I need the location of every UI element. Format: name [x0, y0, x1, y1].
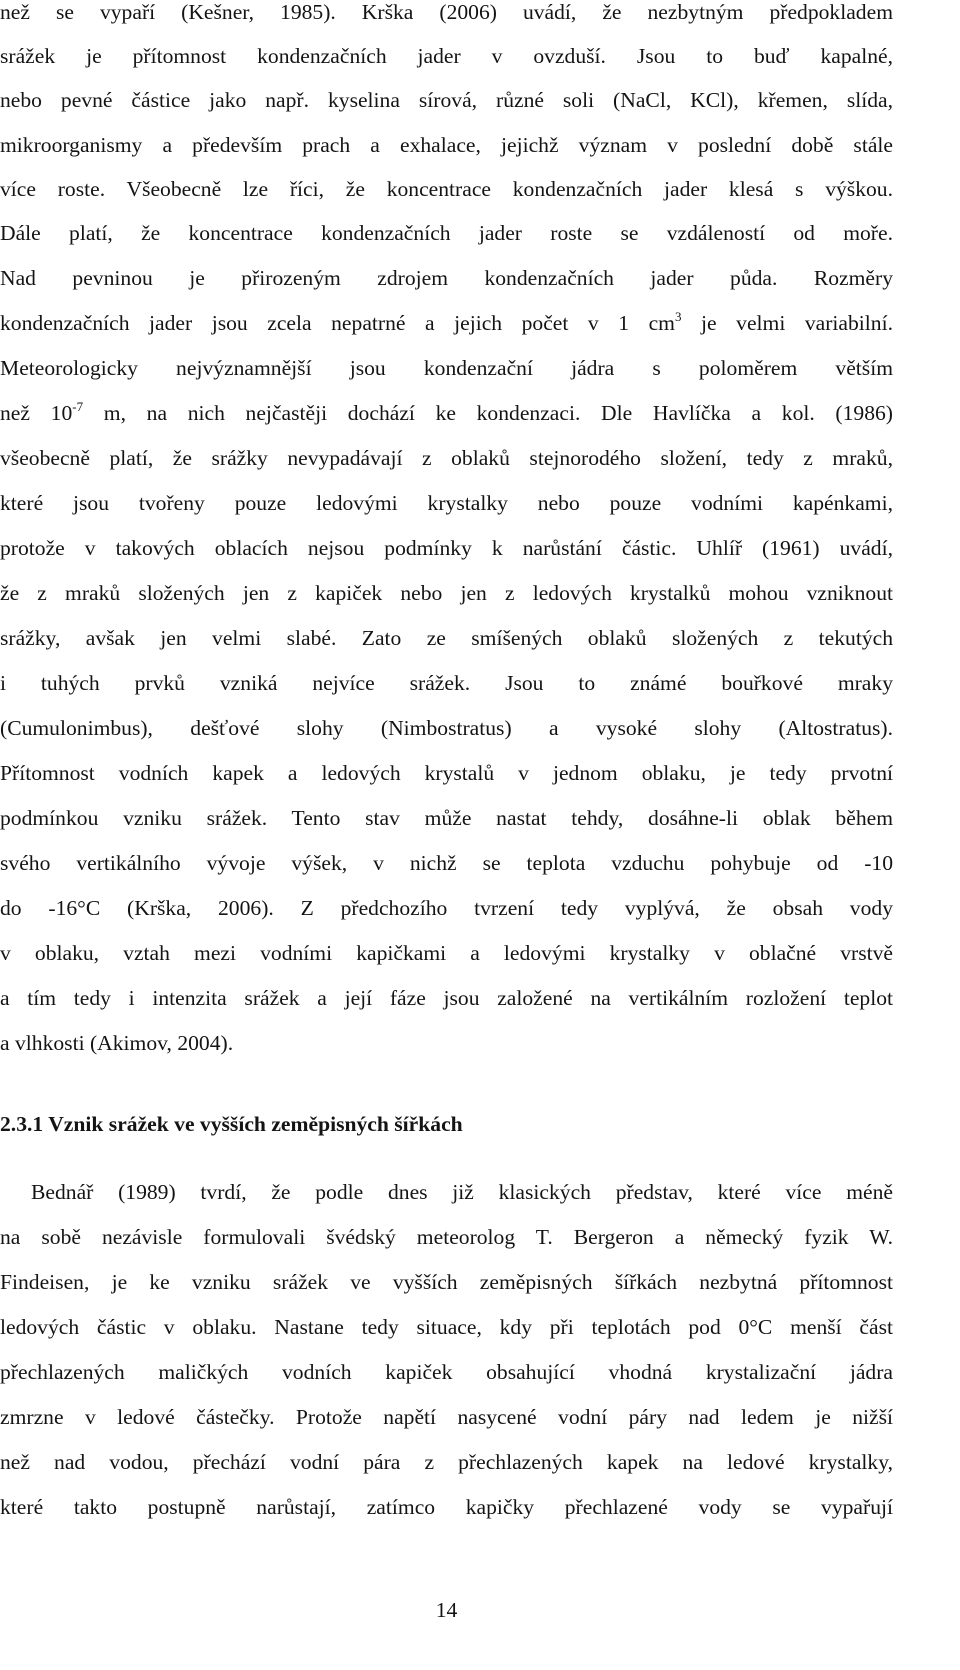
paragraph-1-line-14: že z mraků složených jen z kapiček nebo jen z ledových krystalků mohou vzniknout: [0, 581, 893, 605]
paragraph-1-line-18: Přítomnost vodních kapek a ledových krystalů v jednom oblaku, je tedy prvotní: [0, 761, 893, 785]
paragraph-1-line-21: do -16°C (Krška, 2006). Z předchozího tvrzení tedy vyplývá, že obsah vody: [0, 896, 893, 920]
paragraph-1-line-17: (Cumulonimbus), dešťové slohy (Nimbostratus) a vysoké slohy (Altostratus).: [0, 716, 893, 740]
line-8-text-a: kondenzačních jader jsou zcela nepatrné a jejich počet v 1 cm: [0, 311, 675, 335]
line-8-text-b: je velmi variabilní.: [681, 311, 894, 335]
paragraph-1-line-7: Nad pevninou je přirozeným zdrojem kondenzačních jader půda. Rozměry: [0, 266, 893, 290]
paragraph-1-line-10: [0, 399, 893, 427]
paragraph-1-line-6: Dále platí, že koncentrace kondenzačních jader roste se vzdáleností od moře.: [0, 221, 893, 245]
superscript-exponent: -7: [72, 399, 84, 414]
paragraph-1-line-5: více roste. Všeobecně lze říci, že koncentrace kondenzačních jader klesá s výškou.: [0, 177, 893, 201]
paragraph-1-line-1: než se vypaří (Kešner, 1985). Krška (2006) uvádí, že nezbytným předpokladem: [0, 0, 893, 24]
paragraph-2-line-8: které takto postupně narůstají, zatímco kapičky přechlazené vody se vypařují: [0, 1495, 893, 1519]
paragraph-1-line-8: [0, 309, 893, 337]
paragraph-2-line-2: na sobě nezávisle formulovali švédský meteorolog T. Bergeron a německý fyzik W.: [0, 1225, 893, 1249]
paragraph-1-line-11: všeobecně platí, že srážky nevypadávají z oblaků stejnorodého složení, tedy z mraků,: [0, 446, 893, 470]
paragraph-1-line-19: podmínkou vzniku srážek. Tento stav může nastat tehdy, dosáhne-li oblak během: [0, 806, 893, 830]
paragraph-1-line-12: které jsou tvořeny pouze ledovými krystalky nebo pouze vodními kapénkami,: [0, 491, 893, 515]
paragraph-1-line-15: srážky, avšak jen velmi slabé. Zato ze smíšených oblaků složených z tekutých: [0, 626, 893, 650]
paragraph-2-line-5: přechlazených maličkých vodních kapiček obsahující vhodná krystalizační jádra: [0, 1360, 893, 1384]
paragraph-2-line-4: ledových částic v oblaku. Nastane tedy situace, kdy při teplotách pod 0°C menší část: [0, 1315, 893, 1339]
line-10-text-b: m, na nich nejčastěji dochází ke kondenzaci. Dle Havlíčka a kol. (1986): [83, 401, 894, 425]
paragraph-2-line-7: než nad vodou, přechází vodní pára z přechlazených kapek na ledové krystalky,: [0, 1450, 893, 1474]
paragraph-2-line-6: zmrzne v ledové částečky. Protože napětí nasycené vodní páry nad ledem je nižší: [0, 1405, 893, 1429]
paragraph-1-line-20: svého vertikálního vývoje výšek, v nichž se teplota vzduchu pohybuje od -10: [0, 851, 893, 875]
paragraph-2-line-1: Bednář (1989) tvrdí, že podle dnes již klasických představ, které více méně: [31, 1180, 893, 1204]
superscript-cubic: 3: [674, 309, 682, 324]
paragraph-1-line-24: a vlhkosti (Akimov, 2004).: [0, 1031, 234, 1055]
paragraph-1-line-9: Meteorologicky nejvýznamnější jsou kondenzační jádra s poloměrem větším: [0, 356, 893, 380]
page-number: 14: [435, 1598, 458, 1622]
paragraph-1-line-2: srážek je přítomnost kondenzačních jader v ovzduší. Jsou to buď kapalné,: [0, 44, 893, 68]
section-heading: 2.3.1 Vznik srážek ve vyšších zeměpisných šířkách: [0, 1112, 463, 1136]
paragraph-1-line-23: a tím tedy i intenzita srážek a její fáze jsou založené na vertikálním rozložení teplot: [0, 986, 893, 1010]
paragraph-1-line-3: nebo pevné částice jako např. kyselina sírová, různé soli (NaCl, KCl), křemen, slída,: [0, 88, 893, 112]
paragraph-1-line-16: i tuhých prvků vzniká nejvíce srážek. Jsou to známé bouřkové mraky: [0, 671, 893, 695]
paragraph-1-line-22: v oblaku, vztah mezi vodními kapičkami a ledovými krystalky v oblačné vrstvě: [0, 941, 893, 965]
paragraph-1-line-13: protože v takových oblacích nejsou podmínky k narůstání částic. Uhlíř (1961) uvádí,: [0, 536, 893, 560]
line-10-text-a: než 10: [0, 401, 73, 425]
paragraph-2-line-3: Findeisen, je ke vzniku srážek ve vyšších zeměpisných šířkách nezbytná přítomnost: [0, 1270, 893, 1294]
paragraph-1-line-4: mikroorganismy a především prach a exhalace, jejichž význam v poslední době stále: [0, 133, 893, 157]
